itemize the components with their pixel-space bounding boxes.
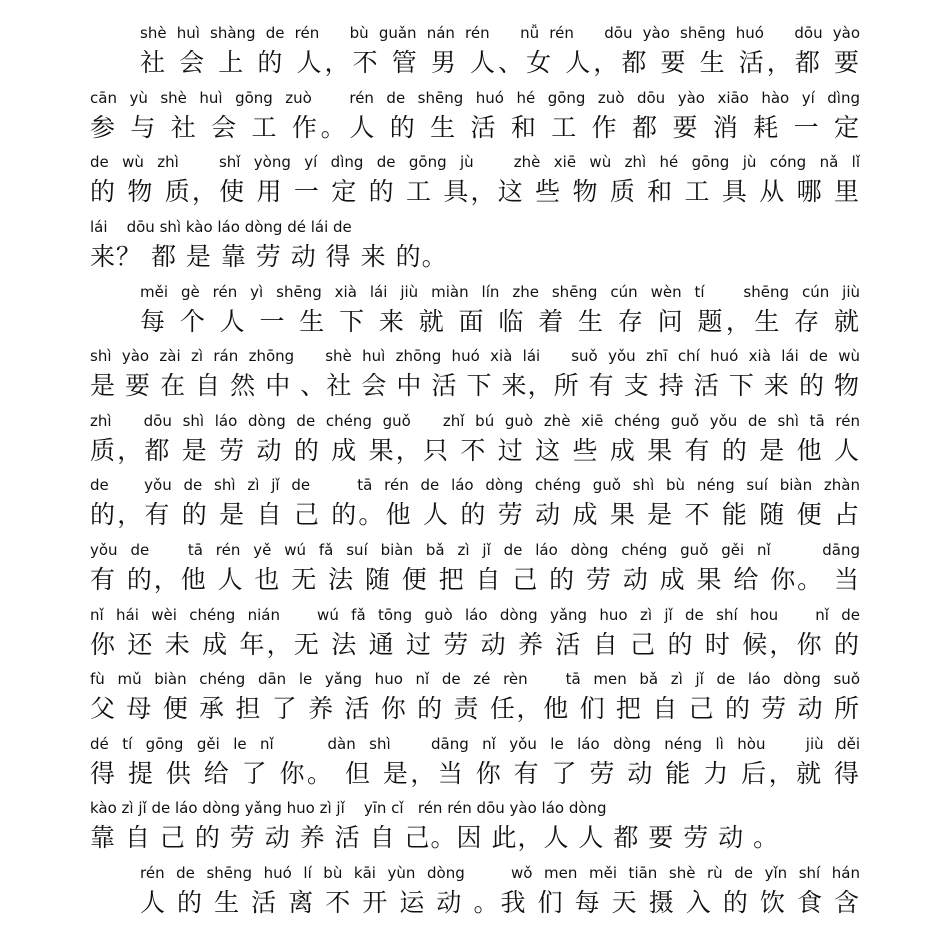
text-line-7 [90, 410, 860, 474]
text-line-14 [90, 862, 860, 926]
hanzi-row: 是 要 在 自 然 中 、社 会 中 活 下 来，所 有 支 持 活 下 来 的 物 [90, 371, 860, 400]
hanzi-row: 来？ 都 是 靠 劳 动 得 来 的。 [90, 242, 448, 271]
hanzi-row: 参 与 社 会 工 作。人 的 生 活 和 工 作 都 要 消 耗 一 定 [90, 113, 860, 142]
text-line-8 [90, 474, 860, 538]
pinyin-row: nǐ hái wèi chéng nián wú fǎ tōng guò láo dòng yǎng huo zì jǐ de shí hou nǐ de [90, 606, 860, 624]
text-line-5 [90, 281, 860, 345]
pinyin-row: de wù zhì shǐ yòng yí dìng de gōng jù zhè xiē wù zhì hé gōng jù cóng nǎ lǐ [90, 153, 860, 171]
text-line-4 [90, 216, 860, 280]
text-line-9 [90, 539, 860, 603]
pinyin-row: shè huì shàng de rén bù guǎn nán rén nǚ rén dōu yào shēng huó dōu yào [140, 24, 860, 42]
hanzi-row: 的 物 质，使 用 一 定 的 工 具，这 些 物 质 和 工 具 从 哪 里 [90, 177, 860, 206]
hanzi-row: 质，都 是 劳 动 的 成 果，只 不 过 这 些 成 果 有 的 是 他 人 [90, 436, 860, 465]
pinyin-row: yǒu de tā rén yě wú fǎ suí biàn bǎ zì jǐ de láo dòng chéng guǒ gěi nǐ dāng [90, 541, 860, 559]
hanzi-row: 每 个 人 一 生 下 来 就 面 临 着 生 存 问 题，生 存 就 [140, 307, 860, 336]
text-line-3 [90, 151, 860, 215]
pinyin-row: rén de shēng huó lí bù kāi yùn dòng wǒ men měi tiān shè rù de yǐn shí hán [140, 864, 860, 882]
pinyin-row: shì yào zài zì rán zhōng shè huì zhōng huó xià lái suǒ yǒu zhī chí huó xià lái de wù [90, 347, 860, 365]
text-line-12 [90, 733, 860, 797]
text-line-1 [90, 22, 860, 86]
text-line-6 [90, 345, 860, 409]
hanzi-row: 父 母 便 承 担 了 养 活 你 的 责 任，他 们 把 自 己 的 劳 动 所 [90, 694, 860, 723]
hanzi-row: 人 的 生 活 离 不 开 运 动 。我 们 每 天 摄 入 的 饮 食 含 [140, 888, 860, 917]
pinyin-row: fù mǔ biàn chéng dān le yǎng huo nǐ de zé rèn tā men bǎ zì jǐ de láo dòng suǒ [90, 670, 860, 688]
text-line-2 [90, 87, 860, 151]
hanzi-row: 得 提 供 给 了 你。 但 是，当 你 有 了 劳 动 能 力 后，就 得 [90, 759, 860, 788]
hanzi-row: 的，有 的 是 自 己 的。他 人 的 劳 动 成 果 是 不 能 随 便 占 [90, 500, 860, 529]
text-line-11 [90, 668, 860, 732]
hanzi-row: 有 的，他 人 也 无 法 随 便 把 自 己 的 劳 动 成 果 给 你。 当 [90, 565, 860, 594]
pinyin-row: zhì dōu shì láo dòng de chéng guǒ zhǐ bú guò zhè xiē chéng guǒ yǒu de shì tā rén [90, 412, 860, 430]
pinyin-row: měi gè rén yì shēng xià lái jiù miàn lín zhe shēng cún wèn tí shēng cún jiù [140, 283, 860, 301]
text-line-13 [90, 797, 860, 861]
hanzi-row: 你 还 未 成 年，无 法 通 过 劳 动 养 活 自 己 的 时 候，你 的 [90, 630, 860, 659]
pinyin-row: de yǒu de shì zì jǐ de tā rén de láo dòng chéng guǒ shì bù néng suí biàn zhàn [90, 476, 860, 494]
pinyin-row: kào zì jǐ de láo dòng yǎng huo zì jǐ yīn cǐ rén rén dōu yào láo dòng [90, 799, 607, 817]
hanzi-row: 社 会 上 的 人，不 管 男 人、女 人，都 要 生 活，都 要 [140, 48, 860, 77]
hanzi-row: 靠 自 己 的 劳 动 养 活 自 己。因 此，人 人 都 要 劳 动 。 [90, 823, 780, 852]
pinyin-row: lái dōu shì kào láo dòng dé lái de [90, 218, 352, 236]
text-line-10 [90, 604, 860, 668]
pinyin-row: cān yù shè huì gōng zuò rén de shēng huó hé gōng zuò dōu yào xiāo hào yí dìng [90, 89, 860, 107]
pinyin-row: dé tí gōng gěi le nǐ dàn shì dāng nǐ yǒu le láo dòng néng lì hòu jiù děi [90, 735, 860, 753]
